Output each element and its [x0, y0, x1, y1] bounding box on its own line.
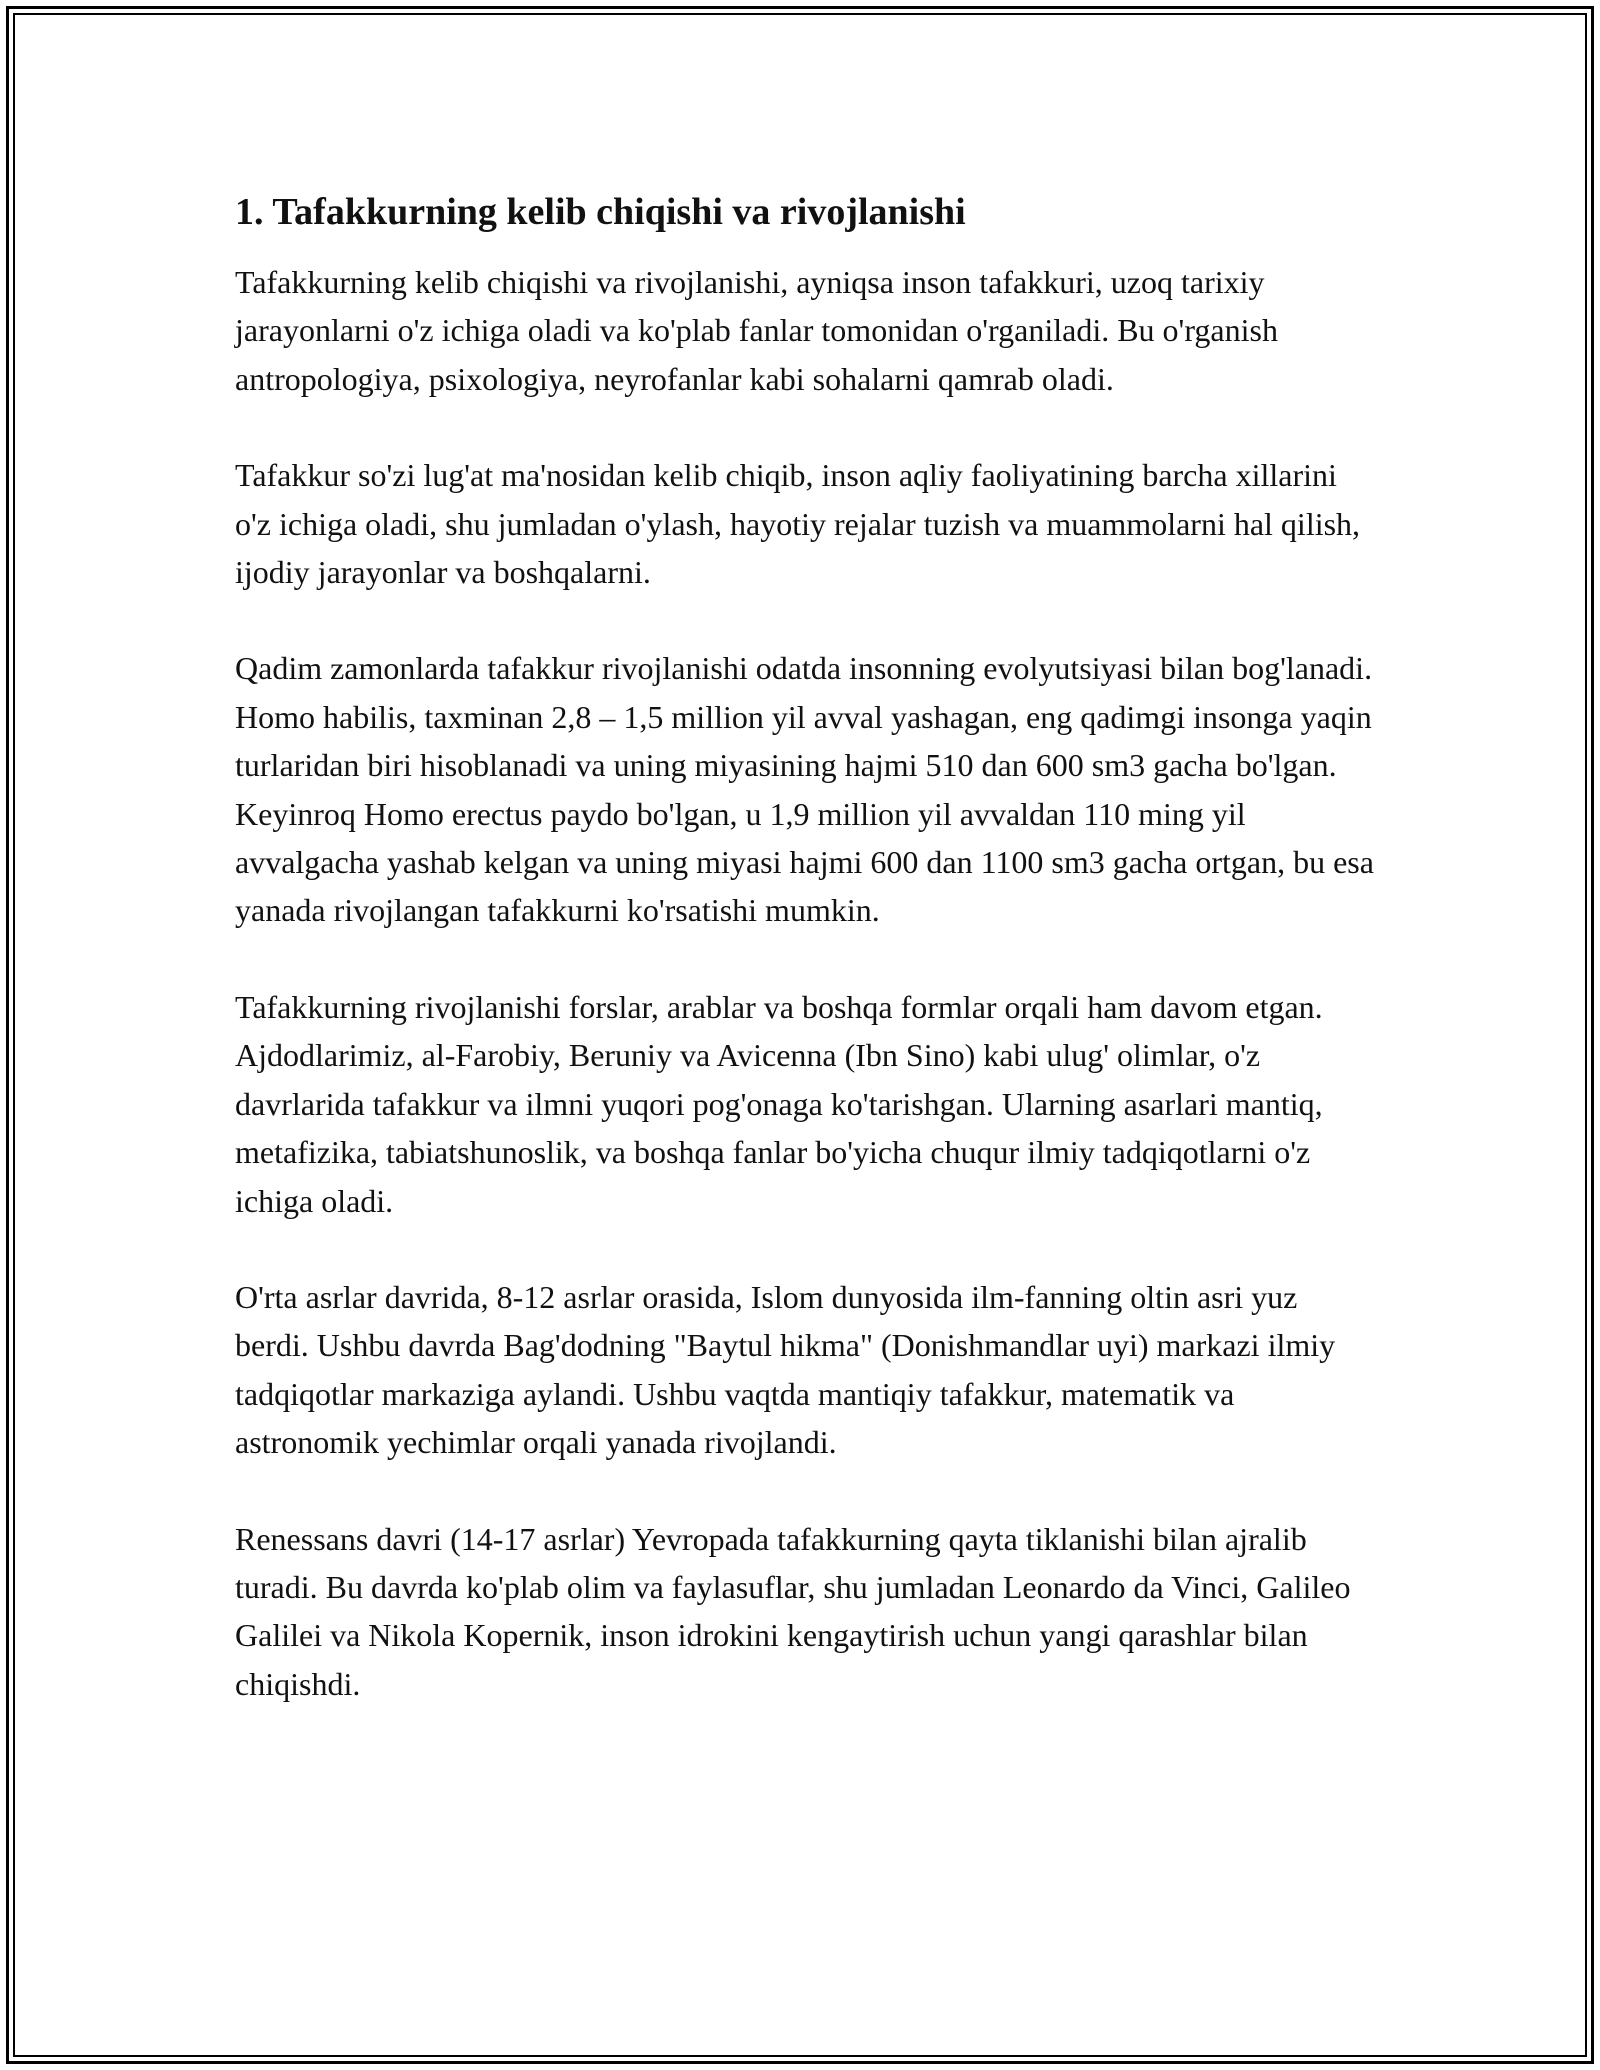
paragraph-4: Tafakkurning rivojlanishi forslar, arablar va boshqa formlar orqali ham davom etgan. Ajdodlarimiz, al-Farobiy, Beruniy va Avicenna (Ibn Sino) kabi ulug' olimlar, o'z davrlarida tafakkur va ilmni yuqori pog'onaga ko'tarishgan. Ularning asarlari mantiq, metafizika, tabiatshunoslik, va boshqa fanlar bo'yicha chuqur ilmiy tadqiqotlarni o'z ichiga oladi.	[235, 988, 1323, 1219]
section-heading: 1. Tafakkurning kelib chiqishi va rivojlanishi	[235, 191, 966, 233]
paragraph-5: O'rta asrlar davrida, 8-12 asrlar orasida, Islom dunyosida ilm-fanning oltin asri yuz berdi. Ushbu davrda Bag'dodning "Baytul hikma" (Donishmandlar uyi) markazi ilmiy tadqiqotlar markaziga aylandi. Ushbu vaqtda mantiqiy tafakkur, matematik va astronomik yechimlar orqali yanada rivojlandi.	[235, 1278, 1336, 1461]
paragraph-6: Renessans davri (14-17 asrlar) Yevropada tafakkurning qayta tiklanishi bilan ajralib turadi. Bu davrda ko'plab olim va faylasuflar, shu jumladan Leonardo da Vinci, Galileo Galilei va Nikola Kopernik, inson idrokini kengaytirish uchun yangi qarashlar bilan chiqishdi.	[235, 1520, 1351, 1702]
paragraph-3: Qadim zamonlarda tafakkur rivojlanishi odatda insonning evolyutsiyasi bilan bog'lanadi. Homo habilis, taxminan 2,8 – 1,5 million yil avval yashagan, eng qadimgi insonga yaqin turlaridan biri hisoblanadi va uning miyasining hajmi 510 dan 600 sm3 gacha bo'lgan. Keyinroq Homo erectus paydo bo'lgan, u 1,9 million yil avvaldan 110 ming yil avvalgacha yashab kelgan va uning miyasi hajmi 600 dan 1100 sm3 gacha ortgan, bu esa yanada rivojlangan tafakkurni ko'rsatishi mumkin.	[235, 650, 1374, 929]
paragraph-1: Tafakkurning kelib chiqishi va rivojlanishi, ayniqsa inson tafakkuri, uzoq tarixiy jarayonlarni o'z ichiga oladi va ko'plab fanlar tomonidan o'rganiladi. Bu o'rganish antropologiya, psixologiya, neyrofanlar kabi sohalarni qamrab oladi.	[235, 264, 1278, 397]
document-body	[235, 186, 1375, 1708]
paragraph-2: Tafakkur so'zi lug'at ma'nosidan kelib chiqib, inson aqliy faoliyatining barcha xillarini o'z ichiga oladi, shu jumladan o'ylash, hayotiy rejalar tuzish va muammolarni hal qilish, ijodiy jarayonlar va boshqalarni.	[235, 457, 1361, 591]
